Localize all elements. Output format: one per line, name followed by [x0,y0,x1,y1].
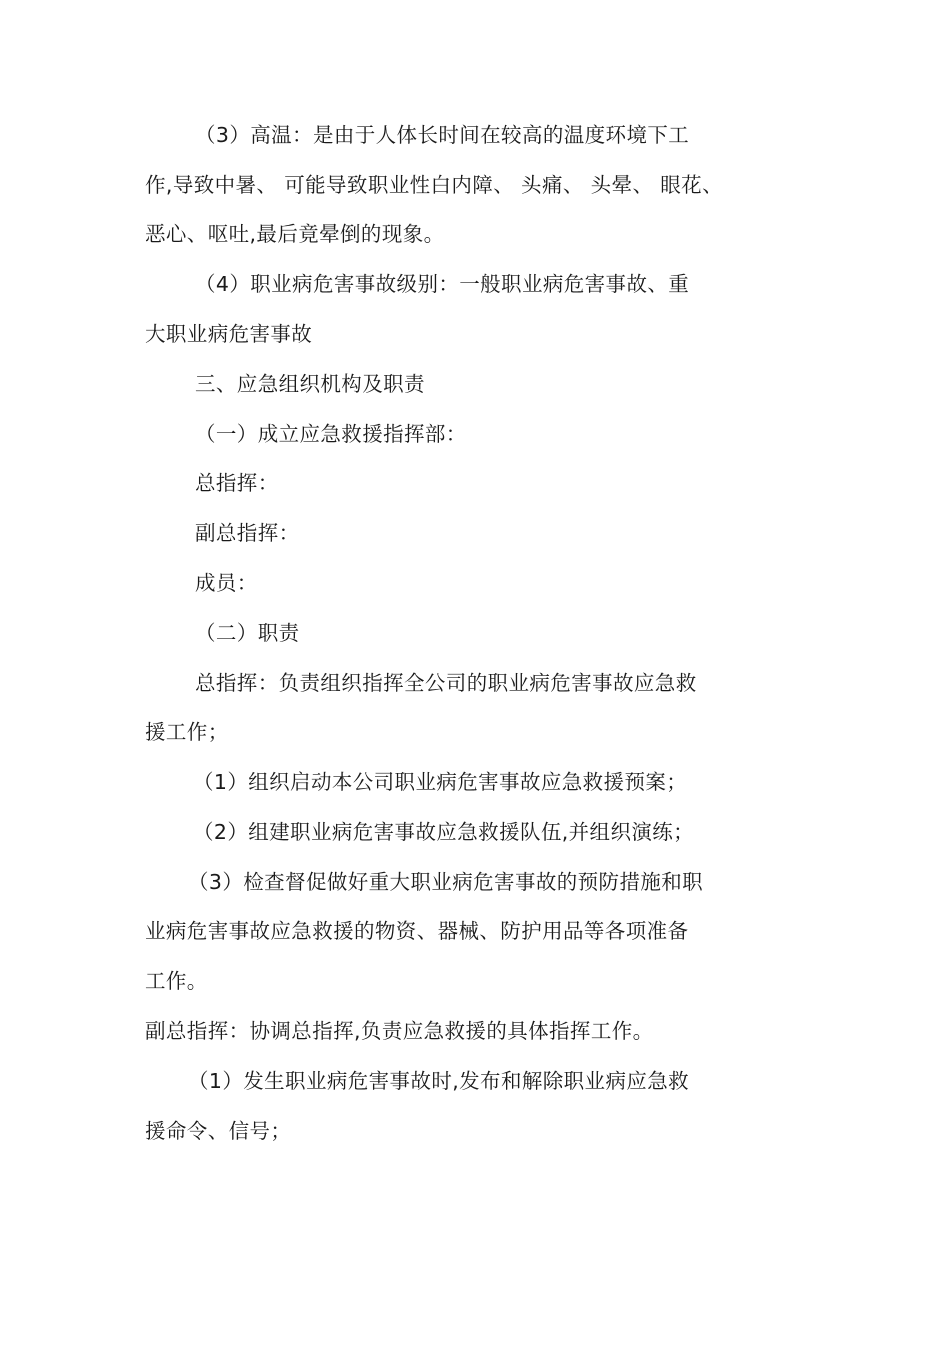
paragraph-line: 援工作； [145,720,229,744]
paragraph-line: 副总指挥：协调总指挥,负责应急救援的具体指挥工作。 [145,1019,654,1043]
paragraph-line: 恶心、呕吐,最后竟晕倒的现象。 [145,222,445,246]
paragraph-line: 成员： [195,571,258,595]
list-item: （1）组织启动本公司职业病危害事故应急救援预案； [193,770,688,794]
paragraph-line: 作,导致中暑、 可能导致职业性白内障、 头痛、 头晕、 眼花、 [145,173,723,197]
subsection-heading: （一）成立应急救援指挥部： [195,422,467,446]
section-heading: 三、应急组织机构及职责 [195,372,425,396]
paragraph-line: 大职业病危害事故 [145,322,313,346]
list-item: （3）检查督促做好重大职业病危害事故的预防措施和职 [188,870,704,894]
subsection-heading: （二）职责 [195,621,300,645]
paragraph-line: （3）高温：是由于人体长时间在较高的温度环境下工 [195,123,690,147]
paragraph-line: 总指挥：负责组织指挥全公司的职业病危害事故应急救 [195,671,697,695]
paragraph-line: 援命令、信号； [145,1119,292,1143]
paragraph-line: 总指挥： [195,471,279,495]
paragraph-line: 业病危害事故应急救援的物资、器械、防护用品等各项准备 [145,919,689,943]
paragraph-line: （4）职业病危害事故级别：一般职业病危害事故、重 [195,272,690,296]
paragraph-line: 工作。 [145,969,208,993]
paragraph-line: 副总指挥： [195,521,300,545]
list-item: （2）组建职业病危害事故应急救援队伍,并组织演练； [193,820,695,844]
list-item: （1）发生职业病危害事故时,发布和解除职业病应急救 [188,1069,690,1093]
